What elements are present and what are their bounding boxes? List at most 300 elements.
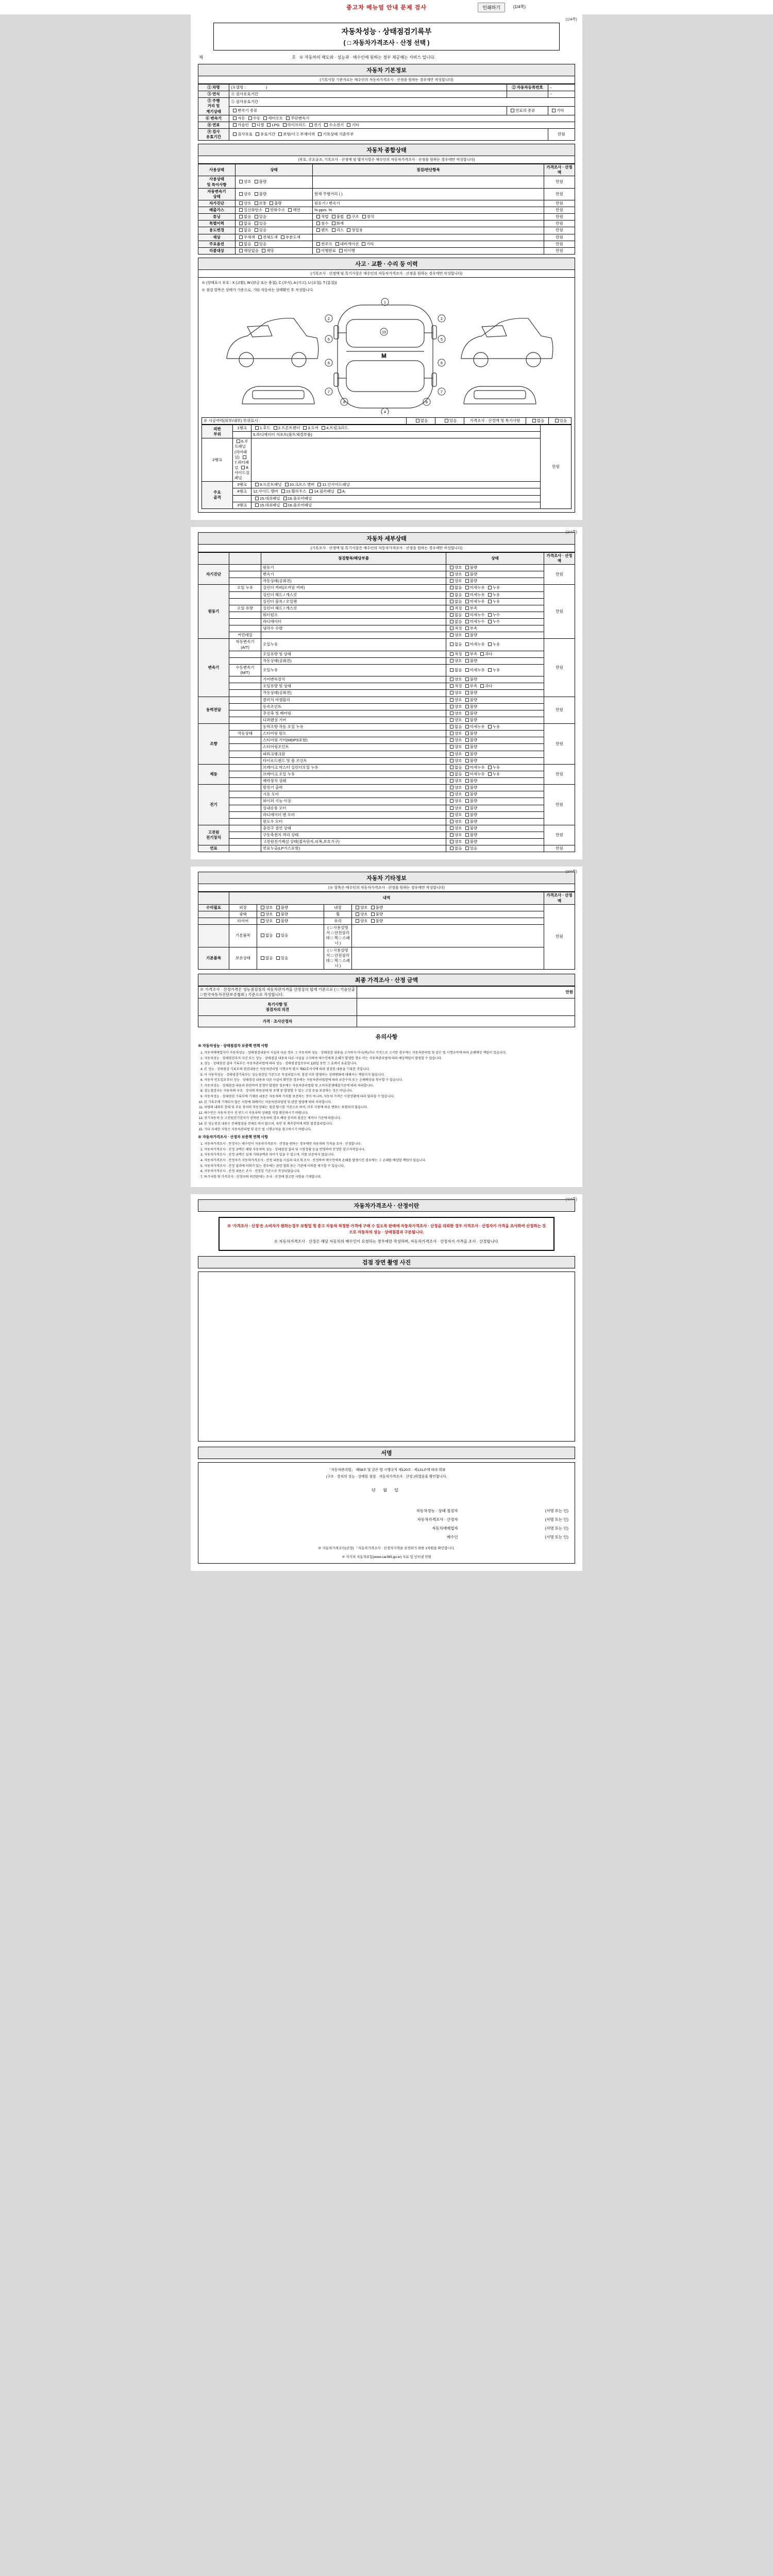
section-accident-title: 사고 · 교환 · 수리 등 이력 <box>198 258 575 270</box>
other-row-state2[interactable]: 양호 불량 <box>352 918 544 924</box>
table-row <box>198 115 575 122</box>
overall-row-label: 사용상태 및 특이사항 <box>198 176 236 188</box>
section-other-title: 자동차 기타정보 <box>198 872 575 884</box>
detail-item-state[interactable]: 없음 미세누유 누유 <box>446 639 544 651</box>
notice-item: 6. 자동차가격조사 · 산정 내용은 조사 · 산정일 기준으로 작성되었습니다. <box>204 1169 575 1174</box>
other-row-item: 타이어 <box>229 918 257 924</box>
detail-item-state[interactable]: 양호 불량 <box>446 578 544 585</box>
detail-sub-label <box>229 818 261 825</box>
photo-area[interactable] <box>198 1272 575 1442</box>
detail-group-label: 조향 <box>198 724 229 765</box>
basic-extra-cb[interactable]: 기타 <box>548 106 575 115</box>
detail-item-state[interactable]: 양호 불량 <box>446 676 544 683</box>
detail-item-label: 구동축전지 격리 상태 <box>261 832 446 839</box>
detail-item-label: 작동상태(공회전) <box>261 578 446 585</box>
svg-text:5: 5 <box>328 337 330 342</box>
table-row <box>198 221 575 227</box>
overall-row-price: 만원 <box>544 241 575 247</box>
detail-item-state[interactable]: 없음 미세누유 누유 <box>446 598 544 605</box>
leak-none[interactable]: 없음 <box>407 417 435 424</box>
table-row <box>198 605 575 612</box>
other-row-item2: 휠 <box>324 911 352 918</box>
final-appraiser-value[interactable] <box>357 1016 575 1027</box>
table-row <box>198 676 575 683</box>
detail-item-label: 발전기 출력 <box>261 785 446 791</box>
table-row <box>198 724 575 731</box>
table-header-row <box>198 892 575 904</box>
detail-item-state[interactable]: 없음 미세누유 누유 <box>446 724 544 731</box>
leak-price-none[interactable]: 없음 <box>526 417 549 424</box>
detail-item-state[interactable]: 양호 불량 <box>446 571 544 578</box>
svg-text:5: 5 <box>441 337 443 342</box>
detail-item-state[interactable]: 없음 미세누유 누유 <box>446 771 544 777</box>
detail-item-state[interactable]: 양호 불량 <box>446 717 544 723</box>
section-detail-note: (기록조사 · 산정액 및 특기사항은 매수인의 자동차가격조사 · 산정을 원하는 경우에만 작성합니다) <box>198 545 575 552</box>
frame-rank-4-items[interactable]: 12.사이드 멤버 13.휠하우스 14.필러패널 A, <box>251 488 541 495</box>
detail-item-state[interactable]: 없음 미세누유 누유 <box>446 585 544 591</box>
frame-rank-5-items[interactable]: 15.대쉬패널 16.플로어패널 <box>251 495 541 502</box>
detail-item-state[interactable]: 양호 불량 <box>446 731 544 737</box>
frame-rank-1b <box>233 432 251 438</box>
other-price: 만원 <box>544 904 575 969</box>
overall-row-state[interactable]: 양호 불량 <box>236 188 313 200</box>
table-row <box>198 598 575 605</box>
notice-item: 7. 자동차성능 · 상태점검 내용과 관련하여 분쟁이 발생한 경우에는 자동차관리법령 및 소비자분쟁해결기준에 따라 처리합니다. <box>204 1083 575 1089</box>
frame-rank-4: 4랭크 <box>233 488 251 495</box>
detail-sub-label <box>229 571 261 578</box>
frame-outer-label: 외판 부위 <box>202 425 233 438</box>
detail-item-label: 와이퍼 기능 이상 <box>261 798 446 805</box>
signature-lines <box>203 1506 570 1541</box>
top-bar <box>0 0 773 14</box>
signature-value[interactable]: (서명 또는 인) <box>545 1509 568 1514</box>
table-row <box>198 200 575 207</box>
notice-item: 15. 기타 자세한 사항은 자동차관리법 및 같은 법 시행규칙을 참고하시기 바랍니다. <box>204 1127 575 1132</box>
signature-value[interactable]: (서명 또는 인) <box>545 1517 568 1522</box>
detail-sub-label: 자동변속기 (A/T) <box>229 639 261 651</box>
detail-item-state[interactable]: 양호 불량 <box>446 832 544 839</box>
table-row <box>198 619 575 625</box>
overall-row-state[interactable]: 무채색 전체도색 부분도색 <box>236 234 313 241</box>
notice-item: 12. 매수인은 자동차 인수 전 반드시 자동차의 상태를 직접 확인하시기 바랍니다. <box>204 1111 575 1116</box>
signature-value[interactable]: (서명 또는 인) <box>545 1526 568 1531</box>
frame-price: 만원 <box>541 425 572 509</box>
table-row <box>198 227 575 234</box>
detail-item-state[interactable]: 양호 불량 <box>446 751 544 757</box>
table-row <box>198 778 575 785</box>
lead-suffix: 호 <box>292 55 296 60</box>
table-row <box>198 811 575 818</box>
detail-sub-label <box>229 625 261 632</box>
detail-item-label: 실린더 헤드 / 개스킷 <box>261 591 446 598</box>
detail-item-state[interactable]: 양호 불량 <box>446 811 544 818</box>
accident-leak-table <box>201 417 572 425</box>
leak-label: ※ 시공여력(외부/내부) 부위표시 : <box>202 417 407 424</box>
page-1 <box>191 14 582 520</box>
detail-item-label: 실린더 커버(로커암 커버) <box>261 585 446 591</box>
overall-row-state[interactable]: 없음 있음 <box>236 221 313 227</box>
svg-text:2: 2 <box>328 317 330 321</box>
notice-item: 10. 본 기록부에 기재되지 않은 사항에 대해서는 자동차관리법령 및 관련 법령에 따라 처리합니다. <box>204 1100 575 1105</box>
signature-row <box>203 1524 570 1533</box>
svg-text:8: 8 <box>343 400 345 404</box>
overall-row-state[interactable]: 해당없음 해당 <box>236 247 313 254</box>
overall-row-label: 용도변경 <box>198 227 236 234</box>
detail-item-state[interactable]: 양호 불량 <box>446 632 544 639</box>
accident-caption-2: ※ 점검 항목은 상태가 기준으로, 기타 자동차는 상태확인 후 작성합니다. <box>201 289 314 293</box>
notice-item: 13. 전기자동차 등 고전원전기장치가 장착된 자동차의 경우 해당 장치의 점검은 제작사 기준에 따릅니다. <box>204 1116 575 1121</box>
detail-item-label: 라디에이터 팬 모터 <box>261 811 446 818</box>
detail-item-label: 등속조인트 <box>261 703 446 710</box>
detail-item-state[interactable]: 양호 불량 <box>446 703 544 710</box>
overall-row-state[interactable]: 없음 있음 <box>236 227 313 234</box>
detail-group-label: 원동기 <box>198 585 229 639</box>
table-row <box>198 241 575 247</box>
other-row-state[interactable]: 없음 있음 <box>257 947 324 970</box>
detail-sub-label <box>229 757 261 764</box>
detail-sub-label <box>229 657 261 664</box>
frame-rank-1b-items[interactable]: 5.라디에이터 서포트(볼트체결부품) <box>251 432 541 438</box>
detail-item-label: 클러치 어셈블리 <box>261 697 446 703</box>
table-row <box>198 731 575 737</box>
final-note: ※ 가격조사 · 산정가격은 성능점검장의 자동차관가격을 산정상의 합계 기준으로 ( □ 기술산출 □ 한국자동차진단보증협회 ) 기준으로 작성합니다. <box>198 987 357 998</box>
table-row <box>198 798 575 805</box>
detail-item-state[interactable]: 양호 불량 <box>446 785 544 791</box>
accident-caption-1: ※ (상태표시 부호 : X (교환), W (판금 또는 용접), C (부식), A (사고), U (요철), T (흠집)) <box>201 281 337 285</box>
signature-value[interactable]: (서명 또는 인) <box>545 1535 568 1540</box>
detail-group-label: 연료 <box>198 845 229 852</box>
detail-sub-label <box>229 703 261 710</box>
detail-item-state[interactable]: 양호 불량 <box>446 710 544 717</box>
detail-item-label: 시동 모터 <box>261 791 446 798</box>
detail-item-label: 고전원전기배선 상태(접속단자,피복,보호기구) <box>261 839 446 845</box>
table-row <box>198 122 575 128</box>
overall-row-state[interactable]: 일산화탄소 탄화수소 매연 <box>236 207 313 214</box>
notice-item: 2. 자동차성능 · 상태점검자가 자신 또는 성능 · 상태점검 내용과 다른 사실을 고지하여 매수인에게 손해가 발생한 경우 이는 자동차관리법에 따라 배상책임이 발생할 수 있습니다. <box>204 1056 575 1061</box>
other-row-state2[interactable]: 양호 불량 <box>352 904 544 911</box>
car-diagram-svg[interactable] <box>216 296 557 414</box>
notice-block-head: ※ 자동차가격조사 · 산정자 보증책 면책 사항 <box>198 1136 268 1140</box>
other-row-state[interactable]: 양호 불량 <box>257 918 324 924</box>
basic-label-year: ③ 연식 <box>198 91 229 98</box>
other-row-label <box>198 918 229 924</box>
detail-sub-label <box>229 676 261 683</box>
detail-item-label: 라디에이터 <box>261 619 446 625</box>
section-final-title: 최종 가격조사 · 산정 금액 <box>198 974 575 986</box>
notice-item: 2. 자동차가격조사 · 산정 금액은 해당 자동차의 성능 · 상태점검 결과 및 시장상황 등을 반영하여 산정한 참고가격입니다. <box>204 1147 575 1153</box>
table-row <box>198 84 575 91</box>
basic-plate-field[interactable]: – <box>548 84 575 91</box>
overall-row-state[interactable]: 없음 있음 <box>236 241 313 247</box>
detail-item-state[interactable]: 없음 미세누유 누유 <box>446 664 544 676</box>
other-row-item2: 유리 <box>324 918 352 924</box>
overall-row-price: 만원 <box>544 214 575 221</box>
overall-row-detail[interactable]: 이행완료 미이행 <box>313 247 544 254</box>
other-row-item2: 내장 <box>324 904 352 911</box>
detail-item-label: 동력조향 작동 오일 누유 <box>261 724 446 731</box>
detail-item-state[interactable]: 없음 있음 <box>446 845 544 852</box>
footer-note-1: ※ 자동차가격조사(산정) 「자동차가격조사 · 산정자가격을 산정하기 위한 1차원을 확인합니다. <box>318 1547 455 1551</box>
table-row <box>198 757 575 764</box>
page-2-number: (2/4쪽) <box>565 529 577 534</box>
detail-sub-label <box>229 690 261 697</box>
notice-item: 8. 성능점검자는 자동차의 구조 · 장치의 작동상태 및 주행 중 발생할 수 있는 고장 등을 보증하는 것은 아닙니다. <box>204 1089 575 1094</box>
detail-item-state[interactable]: 없음 미세누유 누유 <box>446 764 544 771</box>
overall-row-label: 자가진단 <box>198 200 236 207</box>
other-row-state2[interactable] <box>352 925 544 947</box>
overall-state-table <box>198 164 575 255</box>
detail-sub-label <box>229 791 261 798</box>
overall-row-detail[interactable]: 현재 주행거리 ( ) <box>313 188 544 200</box>
table-row <box>198 744 575 751</box>
detail-item-label: 스티어링 펌프 <box>261 731 446 737</box>
overall-col-usage: 사용상태 <box>198 164 236 176</box>
table-row <box>198 625 575 632</box>
detail-sub-label <box>229 785 261 791</box>
other-row-state[interactable]: 양호 불량 <box>257 904 324 911</box>
detail-group-price: 만원 <box>544 845 575 852</box>
detail-item-label: 워터펌프 <box>261 612 446 618</box>
overall-row-detail[interactable]: 원동기 / 변속기 <box>313 200 544 207</box>
overall-row-price: 만원 <box>544 176 575 188</box>
table-row <box>198 234 575 241</box>
detail-sub-label: 오일 누유 <box>229 585 261 591</box>
table-row <box>198 207 575 214</box>
overall-row-price: 만원 <box>544 188 575 200</box>
table-row <box>198 612 575 618</box>
other-row-label: 기본품목 <box>198 947 229 970</box>
svg-text:13: 13 <box>382 330 386 334</box>
detail-item-state[interactable]: 적정 부족 과다 <box>446 651 544 657</box>
detail-sub-label <box>229 565 261 571</box>
overall-row-detail[interactable]: 침수 화재 <box>313 221 544 227</box>
basic-mileage-field[interactable]: ⑤ 검사유효기간 <box>229 98 575 107</box>
table-row <box>198 825 575 832</box>
basic-trans-cb[interactable]: 변속기 종류 <box>229 106 507 115</box>
final-remark-value[interactable] <box>357 998 575 1016</box>
detail-item-state[interactable]: 양호 불량 <box>446 757 544 764</box>
table-row <box>198 585 575 591</box>
overall-row-state[interactable]: 없음 있음 <box>236 214 313 221</box>
basic-label-trans: ⑥ 변속기 <box>198 115 229 122</box>
overall-row-detail[interactable] <box>313 176 544 188</box>
detail-item-label: 윈도우 모터 <box>261 818 446 825</box>
detail-item-state[interactable]: 양호 불량 <box>446 744 544 751</box>
table-row <box>198 947 575 970</box>
basic-price-cell: 만원 <box>548 128 575 140</box>
overall-row-detail[interactable]: 썬루프 내비게이션 기타 <box>313 241 544 247</box>
detail-item-label: 작동상태(공회전) <box>261 690 446 697</box>
basic-label-fuel: ⑧ 연료 <box>198 122 229 128</box>
detail-item-label: 스티어링조인트 <box>261 744 446 751</box>
notice-item: 3. 성능 · 상태점검 결과 기록부는 자동차관리법에 따라 성능 · 상태점검일로부터 120일 동안 그 효력이 유효합니다. <box>204 1061 575 1066</box>
detail-item-state[interactable]: 양호 불량 <box>446 690 544 697</box>
table-row <box>202 425 572 432</box>
detail-col-price: 가격조사 · 산정액 <box>544 552 575 564</box>
overall-row-detail[interactable]: 적법 불법 구조 장치 <box>313 214 544 221</box>
other-row-state[interactable]: 없음 있음 <box>257 925 324 947</box>
table-row <box>198 578 575 585</box>
detail-item-state[interactable]: 양호 불량 <box>446 697 544 703</box>
print-button[interactable]: 인쇄하기 <box>478 3 505 12</box>
detail-item-state[interactable]: 양호 불량 <box>446 805 544 811</box>
notice-list <box>204 1142 575 1179</box>
page-title: 자동차성능 · 상태점검기록부 <box>341 27 432 36</box>
basic-year-field[interactable]: ④ 검사유효기간 <box>229 91 507 98</box>
table-row <box>202 502 572 509</box>
detail-item-state[interactable]: 적정 부족 <box>446 605 544 612</box>
other-row-state2[interactable]: 양호 불량 <box>352 911 544 918</box>
frame-rank-1: 1랭크 <box>233 425 251 432</box>
section-overall-title: 자동차 종합상태 <box>198 144 575 156</box>
frame-rank-6: 3랭크 <box>233 502 251 509</box>
notice-list <box>204 1050 575 1132</box>
overall-row-detail[interactable]: % ppm. % <box>313 207 544 214</box>
table-row <box>198 91 575 98</box>
signature-row <box>203 1506 570 1515</box>
overall-row-label: 튜닝 <box>198 214 236 221</box>
detail-item-label: 오일유량 및 상태 <box>261 651 446 657</box>
detail-item-label: 실린더 블록 / 오일팬 <box>261 598 446 605</box>
detail-sub-label <box>229 771 261 777</box>
basic-label-plate: ② 자동차등록번호 <box>507 84 548 91</box>
overall-row-state[interactable]: 양호 불량 <box>236 176 313 188</box>
table-row <box>198 128 575 140</box>
svg-text:8: 8 <box>426 400 428 404</box>
table-row <box>198 998 575 1016</box>
table-row <box>198 664 575 676</box>
detail-item-state[interactable]: 적정 부족 과다 <box>446 683 544 690</box>
section-accident-note: (기록조사 · 산정액 및 특기사항은 매수인의 자동차가격조사 · 산정을 원하는 경우에만 작성합니다) <box>198 270 575 278</box>
detail-sub-label <box>229 751 261 757</box>
car-diagram-wrap <box>201 296 572 414</box>
table-row <box>198 690 575 697</box>
detail-group-price: 만원 <box>544 764 575 784</box>
svg-text:6: 6 <box>441 361 443 365</box>
detail-item-state[interactable]: 양호 불량 <box>446 737 544 744</box>
detail-sub-label <box>229 764 261 771</box>
lead-text: ※ 자동차의 매도와 · 성능과 · 매수인에 원하는 경우 제공해는 서비스 입니다. <box>299 55 435 60</box>
detail-item-state[interactable]: 양호 불량 <box>446 791 544 798</box>
table-row <box>202 417 572 424</box>
sign-body-2: (구조 · 장치의 성능 · 상태를 점검 · 자동차가격조사 · 산정 )하였음을 확인합니다. <box>326 1475 447 1479</box>
detail-item-label: 오일누유 <box>261 639 446 651</box>
final-amount: 만원 <box>357 987 575 998</box>
page-3 <box>191 867 582 1187</box>
detail-group-label: 고전원 전기장치 <box>198 825 229 845</box>
basic-fuel-options[interactable]: 가솔린 디젤 LPG 하이브리드 전기 수소전기 기타 <box>229 122 575 128</box>
sign-date-line[interactable]: 년 월 일 <box>372 1488 401 1493</box>
detail-item-state[interactable]: 없음 미세누유 누유 <box>446 591 544 598</box>
detail-item-state[interactable]: 양호 불량 <box>446 839 544 845</box>
other-row-state2[interactable] <box>352 947 544 970</box>
detail-item-label: 원동기 <box>261 565 446 571</box>
other-row-state[interactable]: 양호 불량 <box>257 911 324 918</box>
detail-item-state[interactable]: 양호 불량 <box>446 657 544 664</box>
detail-sub-label <box>229 578 261 585</box>
detail-item-state[interactable]: 양호 불량 <box>446 818 544 825</box>
table-row <box>198 904 575 911</box>
basic-model-field[interactable]: (모델명 : ) <box>229 84 507 91</box>
table-row <box>198 214 575 221</box>
detail-sub-label <box>229 744 261 751</box>
frame-rank-6-items[interactable]: 15.대쉬패널 16.플로어패널 <box>251 502 541 509</box>
lead-prefix: 제 <box>199 55 203 60</box>
detail-sub-label <box>229 724 261 731</box>
detail-item-label: 디퍼렌셜 기어 <box>261 717 446 723</box>
detail-item-label: 추진축 및 베어링 <box>261 710 446 717</box>
leak-price-yes[interactable]: 있음 <box>549 417 572 424</box>
basic-inspection-field[interactable]: ~ <box>548 91 575 98</box>
table-row <box>198 106 575 115</box>
table-row <box>202 432 572 438</box>
overall-row-price: 만원 <box>544 247 575 254</box>
frame-rank-3-items[interactable]: 9.프론트패널 10.크로스 멤버 11.인사이드패널 <box>251 482 541 488</box>
page-4-number: (4/4쪽) <box>565 1197 577 1202</box>
table-row <box>198 1016 575 1027</box>
overall-row-price: 만원 <box>544 207 575 214</box>
basic-label-inspection <box>507 91 548 98</box>
detail-item-label: 타이로드엔드 및 볼 조인트 <box>261 757 446 764</box>
table-row <box>198 683 575 690</box>
frame-rank-2-items[interactable]: 6.루프패널(리어패널) 7.쿼터패널 8.사이드실 패널 <box>233 438 251 482</box>
detail-col-item: 점검항목/해당부품 <box>261 552 446 564</box>
detail-item-state[interactable]: 양호 불량 <box>446 798 544 805</box>
signature-section-title: 서명 <box>198 1447 575 1459</box>
detail-group-label: 동력전달 <box>198 697 229 724</box>
section-basic-note: (기록사항 기준자료는 매수인의 자동차가격조사 · 산정을 원하는 경우에만 작성합니다) <box>198 76 575 84</box>
basic-label-valid: ⑨ 검사 유효기간 <box>198 128 229 140</box>
svg-text:4: 4 <box>384 410 386 414</box>
notice-section <box>198 1032 575 1179</box>
overall-row-detail[interactable]: 렌트 리스 영업용 <box>313 227 544 234</box>
table-row <box>198 651 575 657</box>
other-col-price: 가격조사 · 산정액 <box>544 892 575 904</box>
detail-item-state[interactable]: 양호 불량 <box>446 565 544 571</box>
notice-item: 5. 자동차가격조사 · 산정 결과에 이의가 있는 경우에는 관련 협회 또는 기관에 이의를 제기할 수 있습니다. <box>204 1164 575 1169</box>
basic-valid-options[interactable]: 검사유효 유효기간 보험/사고 부재이력 기록상태 기준무부 <box>229 128 548 140</box>
detail-sub-label <box>229 612 261 618</box>
basic-fuel-cb[interactable]: 연료의 종류 <box>507 106 548 115</box>
signature-row <box>203 1533 570 1541</box>
table-row <box>198 565 575 571</box>
basic-trans-options[interactable]: 자동 수동 세미오토 무단변속기 <box>229 115 575 122</box>
detail-item-label: 브레이크 오일 누유 <box>261 771 446 777</box>
signature-label: 자동차성능 · 상태 점검자 <box>416 1509 458 1514</box>
detail-item-state[interactable]: 양호 불량 <box>446 825 544 832</box>
notice-title: 유의사항 <box>375 1034 398 1041</box>
detail-item-state[interactable]: 적정 부족 <box>446 625 544 632</box>
detail-group-label: 자기진단 <box>198 565 229 585</box>
table-row <box>198 710 575 717</box>
leak-yes[interactable]: 있음 <box>435 417 464 424</box>
detail-sub-label: 수동변속기 (M/T) <box>229 664 261 676</box>
detail-item-state[interactable]: 없음 미세누수 누수 <box>446 619 544 625</box>
other-row-label <box>198 911 229 918</box>
table-row <box>198 632 575 639</box>
overall-row-detail[interactable] <box>313 234 544 241</box>
overall-row-state[interactable]: 양호 보통 불량 <box>236 200 313 207</box>
table-row <box>202 488 572 495</box>
detail-item-state[interactable]: 없음 미세누수 누수 <box>446 612 544 618</box>
document-lead <box>199 55 574 61</box>
frame-rank-1-items[interactable]: 1.후드 2.프론트펜더 3.도어 4.트렁크리드 <box>251 425 541 432</box>
page-3-number: (3/4쪽) <box>565 869 577 874</box>
detail-item-state[interactable]: 양호 불량 <box>446 778 544 785</box>
table-row <box>202 438 572 482</box>
frame-rank-2: 2랭크 <box>202 438 233 482</box>
top-bar-title: 중고차 메뉴얼 안내 문제 검사 <box>346 5 427 11</box>
